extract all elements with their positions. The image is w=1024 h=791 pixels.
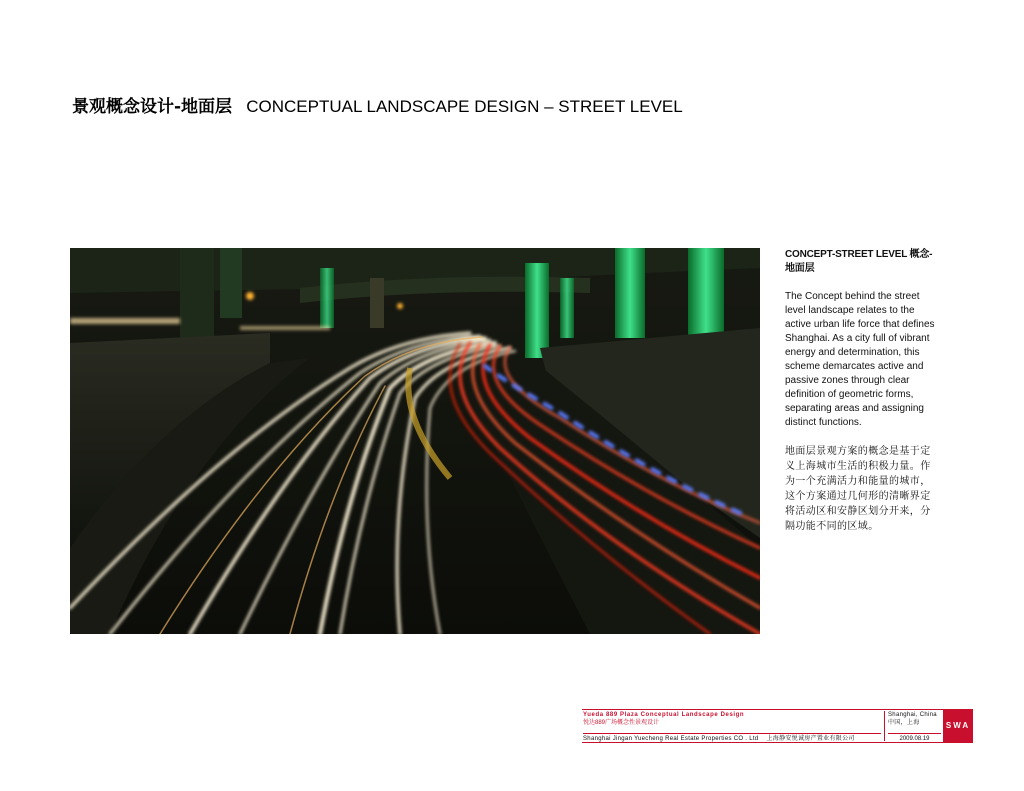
- page-title-cn: 景观概念设计-地面层: [72, 97, 233, 117]
- concept-heading: CONCEPT-STREET LEVEL 概念-地面层: [785, 249, 933, 274]
- highway-night-photo: [70, 248, 760, 634]
- client-name-cn: 上海静安悦诚房产置业有限公司: [766, 736, 855, 742]
- title-block-project: [583, 711, 881, 741]
- concept-body-en: The Concept behind the street level landscape relates to the active urban life force that defines Shanghai. As a city full of vibrant energy and determination, this scheme demarcates active and passive zones through clear definition of geometric forms, separating areas and assigning distinct functions.: [785, 291, 935, 428]
- swa-logo: SWA: [943, 710, 973, 742]
- issue-date: 2009.08.19: [888, 733, 941, 743]
- title-block-location: [884, 711, 944, 741]
- title-block: [582, 709, 973, 743]
- project-name-cn: 悦达889广场概念性景观设计: [583, 720, 660, 726]
- concept-body-cn: 地面层景观方案的概念是基于定义上海城市生活的积极力量。作为一个充满活力和能量的城市，这个方案通过几何形的清晰界定将活动区和安静区划分开来，分隔功能不同的区域。: [785, 446, 931, 532]
- location-en: Shanghai, China: [888, 712, 937, 718]
- project-name-en: Yueda 889 Plaza Conceptual Landscape Design: [583, 712, 745, 718]
- concept-sidebar: [785, 248, 935, 548]
- page-title: [72, 92, 683, 117]
- light-trails-illustration: [70, 248, 760, 634]
- page-title-en: CONCEPTUAL LANDSCAPE DESIGN – STREET LEVEL: [246, 97, 683, 116]
- location-cn: 中国，上海: [888, 720, 920, 726]
- client-name-en: Shanghai Jingan Yuecheng Real Estate Properties CO . Ltd: [583, 736, 759, 742]
- client-line: [583, 733, 881, 743]
